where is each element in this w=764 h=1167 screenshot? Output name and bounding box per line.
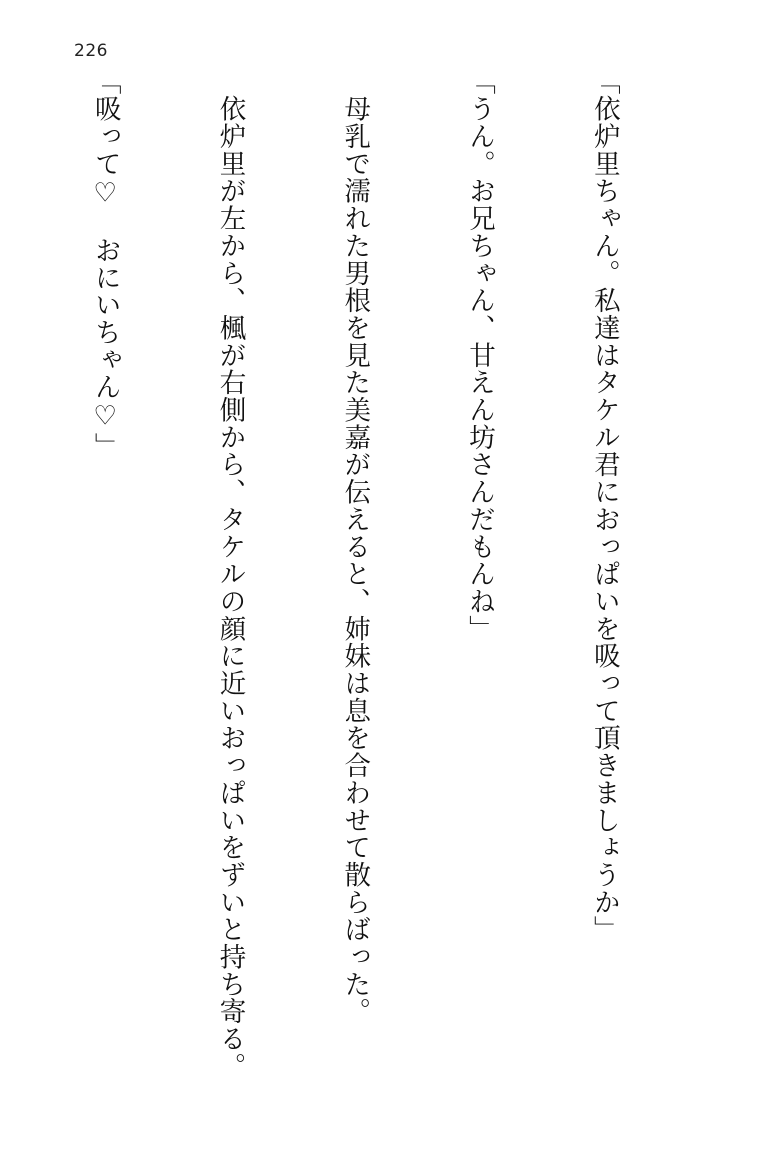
text-line: 「吸って♡ おにいちゃん♡」 — [89, 68, 121, 460]
vertical-text-body — [0, 68, 708, 1080]
text-line: 依炉里が左から、楓が右側から、タケルの顔に近いおっぱいをずいと持ち寄る。 — [214, 68, 246, 1080]
text-line: 母乳で濡れた男根を見た美嘉が伝えると、姉妹は息を合わせて散らばった。 — [339, 68, 371, 1026]
page-number: 226 — [74, 41, 108, 61]
text-line — [0, 68, 1, 1058]
text-line: 「うん。お兄ちゃん、甘えん坊さんだもんね」 — [464, 68, 496, 643]
text-line: 「依炉里ちゃん。私達はタケル君におっぱいを吸って頂きましょうか」 — [588, 68, 620, 944]
